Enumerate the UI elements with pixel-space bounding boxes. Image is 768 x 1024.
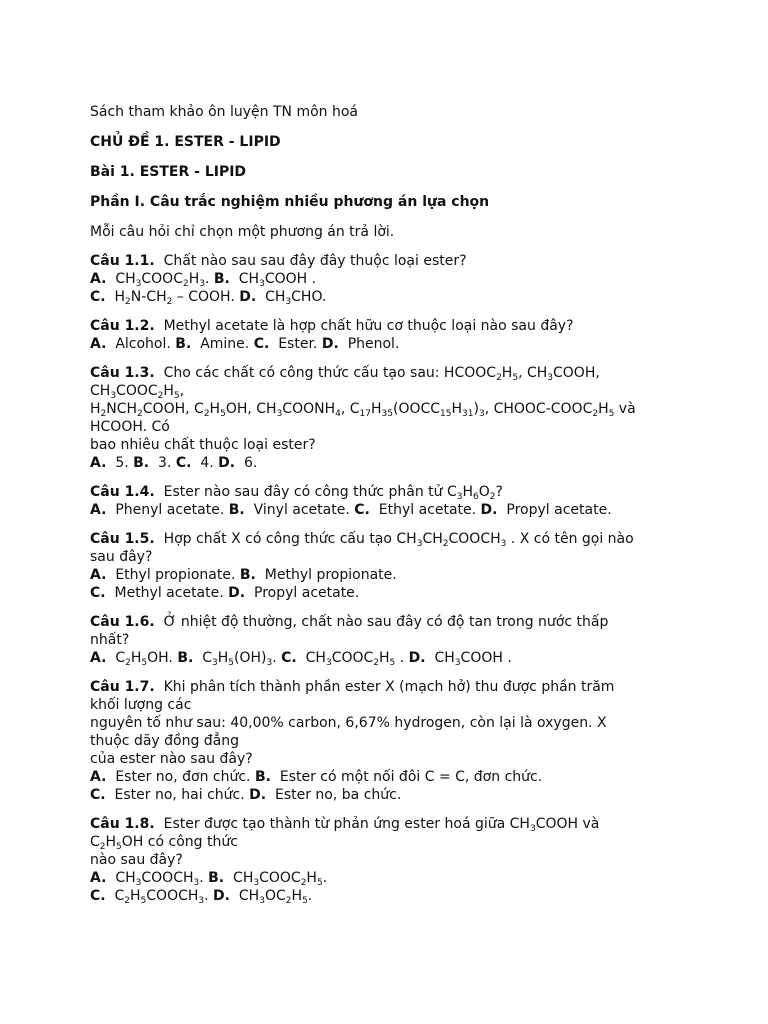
question-stem-line [90,714,690,732]
answer-option [133,455,171,471]
option-text: $C_2H_5OH$. [115,650,173,668]
option-row [90,869,690,887]
question-stem-text: Chất nào sau sau đây đây thuộc loại ester? [163,253,467,269]
option-row [90,768,690,786]
answer-option [90,585,224,601]
option-letter: D. [239,289,257,305]
option-row [90,566,690,584]
question-stem-line [90,613,690,631]
option-letter: A. [90,455,107,471]
option-text: Propyl acetate. [506,502,612,518]
option-letter: C. [354,502,370,518]
option-text: $CH_3COOCH_3$. [115,870,204,888]
question-stem-text: $C_2H_5OH$ có công thức [90,834,238,852]
option-text: $CH_3OC_2H_5$. [238,888,313,906]
answer-option [255,769,542,785]
option-letter: A. [90,870,107,886]
question-label: Câu 1.1. [90,253,155,269]
answer-option [177,650,276,666]
question-stem-text: Cho các chất có công thức cấu tạo sau: $HCOOC_2H_5$, $CH_3COOH$, [163,365,600,383]
option-letter: B. [133,455,150,471]
answer-option [239,289,326,305]
answer-option [228,585,359,601]
option-letter: C. [90,888,106,904]
answer-option [481,502,612,518]
option-letter: D. [213,888,230,904]
option-letter: D. [249,787,267,803]
question-stem-line [90,530,690,548]
option-row [90,501,690,519]
option-letter: C. [281,650,297,666]
question-block [90,530,690,602]
answer-option [90,870,204,886]
option-letter: B. [208,870,225,886]
question-stem-line [90,483,690,501]
question-stem-line [90,364,690,382]
option-letter: A. [90,336,107,352]
option-row [90,649,690,667]
option-text: Ester no, ba chức. [274,787,402,803]
question-stem-text: Methyl acetate là hợp chất hữu cơ thuộc loại nào sau đây? [163,318,574,334]
question-label: Câu 1.3. [90,365,155,381]
lesson-title: Bài 1. ESTER - LIPID [90,164,247,180]
question-block [90,483,690,519]
question-block [90,364,690,472]
option-letter: C. [90,585,106,601]
option-text: $CH_3COOH$ . [238,271,317,289]
option-row [90,786,690,804]
option-letter: B. [177,650,194,666]
option-letter: B. [239,567,256,583]
answer-option [90,289,235,305]
document-page [90,103,690,916]
option-row [90,454,690,472]
question-stem-text: của ester nào sau đây? [90,751,253,767]
option-letter: B. [254,769,271,785]
answer-option [213,888,312,904]
answer-option [240,567,397,583]
option-letter: B. [175,336,192,352]
option-letter: C. [253,336,270,352]
option-text: $CH_3COOH$ . [434,650,512,668]
option-text: Methyl propionate. [264,567,397,583]
answer-option [249,787,401,803]
question-stem-text: Hợp chất X có công thức cấu tạo $CH_3CH_2COOCH_3$ . X có tên gọi nào [163,531,634,549]
option-text: 5. [115,455,129,471]
option-text: Ester no, đơn chức. [115,769,251,785]
question-stem-line [90,750,690,768]
question-stem-line [90,317,690,335]
option-text: Phenyl acetate. [115,502,225,518]
option-text: Ester. [278,336,318,352]
option-text: 4. [200,455,214,471]
question-stem-text: Ester nào sau đây có công thức phân tử $C_3H_6O_2$? [163,484,503,502]
option-text: $CH_3CHO$. [265,289,327,307]
option-letter: A. [90,271,107,287]
answer-option [90,650,173,666]
question-block [90,815,690,905]
option-text: $C_2H_5COOCH_3$. [114,888,209,906]
option-row [90,887,690,905]
question-stem-text: nguyên tố như sau: 40,00% carbon, 6,67% hydrogen, còn lại là oxygen. X [90,715,607,731]
question-stem-text: $H_2NCH_2COOH$, $C_2H_5OH$, $CH_3COONH_4$, $C_{17}H_{35}(OOCC_{15}H_{31})_3$, CHOOC-$COOC_2H_5$ và [90,401,636,419]
option-letter: A. [90,650,107,666]
option-letter: C. [90,787,106,803]
option-text: $CH_3COOC_2H_5$ . [305,650,405,668]
option-letter: A. [90,769,107,785]
question-stem-text: Khi phân tích thành phần ester X (mạch hở) thu được phần trăm [163,679,615,695]
option-text: 6. [244,455,258,471]
option-text: $C_3H_5(OH)_3$. [202,650,277,668]
option-text: Ester no, hai chức. [114,787,245,803]
question-stem-line [90,400,690,418]
question-stem-text: khối lượng các [90,697,192,713]
question-block [90,252,690,306]
answer-option [90,787,245,803]
question-block [90,613,690,667]
question-stem-text: nào sau đây? [90,852,183,868]
question-stem-line [90,833,690,851]
option-row [90,288,690,306]
option-text: $H_2N-CH_2$ – COOH. [114,289,235,307]
question-label: Câu 1.8. [90,816,155,832]
answer-option [175,336,249,352]
option-text: Vinyl acetate. [253,502,350,518]
question-stem-text: Ở nhiệt độ thường, chất nào sau đây có độ tan trong nước thấp [163,614,609,630]
question-stem-text: $CH_3COOC_2H_5$, [90,383,185,401]
question-label: Câu 1.6. [90,614,155,630]
option-letter: B. [213,271,230,287]
option-text: Amine. [200,336,250,352]
question-stem-line [90,696,690,714]
question-stem-line [90,678,690,696]
question-stem-text: Ester được tạo thành từ phản ứng ester hoá giữa $CH_3COOH$ và [163,816,600,834]
question-stem-line [90,732,690,750]
answer-option [90,567,235,583]
question-stem-line [90,631,690,649]
question-stem-line [90,548,690,566]
option-letter: D. [408,650,426,666]
option-letter: C. [90,289,106,305]
option-text: Phenol. [347,336,400,352]
answer-option [90,336,171,352]
question-label: Câu 1.7. [90,679,155,695]
option-text: 3. [158,455,172,471]
option-text: Alcohol. [115,336,171,352]
option-letter: A. [90,567,107,583]
option-letter: D. [321,336,339,352]
answer-option [254,336,318,352]
answer-option [90,502,224,518]
question-stem-text: thuộc dãy đồng đẳng [90,733,240,749]
question-label: Câu 1.5. [90,531,155,547]
option-letter: D. [480,502,498,518]
question-label: Câu 1.4. [90,484,155,500]
answer-option [90,888,209,904]
answer-option [354,502,476,518]
answer-option [176,455,214,471]
answer-option [90,769,250,785]
option-letter: A. [90,502,107,518]
question-stem-line [90,418,690,436]
question-stem-text: HCOOH. Có [90,419,170,435]
option-row [90,270,690,288]
question-list [90,252,690,905]
option-text: Ester có một nối đôi C = C, đơn chức. [279,769,543,785]
option-text: $CH_3COOC_2H_5$. [233,870,328,888]
answer-option [229,502,350,518]
question-label: Câu 1.2. [90,318,155,334]
answer-option [208,870,327,886]
topic-title: CHỦ ĐỀ 1. ESTER - LIPID [90,134,281,150]
answer-option [90,271,209,287]
question-stem-line [90,815,690,833]
part-title: Phần I. Câu trắc nghiệm nhiều phương án lựa chọn [90,194,490,210]
answer-option [90,455,129,471]
option-letter: C. [175,455,192,471]
option-text: Methyl acetate. [114,585,224,601]
option-text: Propyl acetate. [254,585,360,601]
option-letter: B. [228,502,245,518]
option-letter: D. [218,455,236,471]
option-letter: D. [228,585,246,601]
answer-option [322,336,400,352]
question-stem-text: sau đây? [90,549,153,565]
question-stem-text: nhất? [90,632,130,648]
instruction-text: Mỗi câu hỏi chỉ chọn một phương án trả lời. [90,224,395,240]
option-text: $CH_3COOC_2H_3$. [115,271,210,289]
question-stem-line [90,252,690,270]
source-header: Sách tham khảo ôn luyện TN môn hoá [90,104,358,120]
answer-option [218,455,257,471]
question-stem-line [90,851,690,869]
option-row [90,335,690,353]
question-stem-text: bao nhiêu chất thuộc loại ester? [90,437,316,453]
option-row [90,584,690,602]
question-block [90,317,690,353]
question-stem-line [90,436,690,454]
question-block [90,678,690,804]
question-stem-line [90,382,690,400]
option-text: Ethyl propionate. [115,567,236,583]
answer-option [409,650,512,666]
answer-option [214,271,316,287]
answer-option [281,650,404,666]
option-text: Ethyl acetate. [378,502,477,518]
